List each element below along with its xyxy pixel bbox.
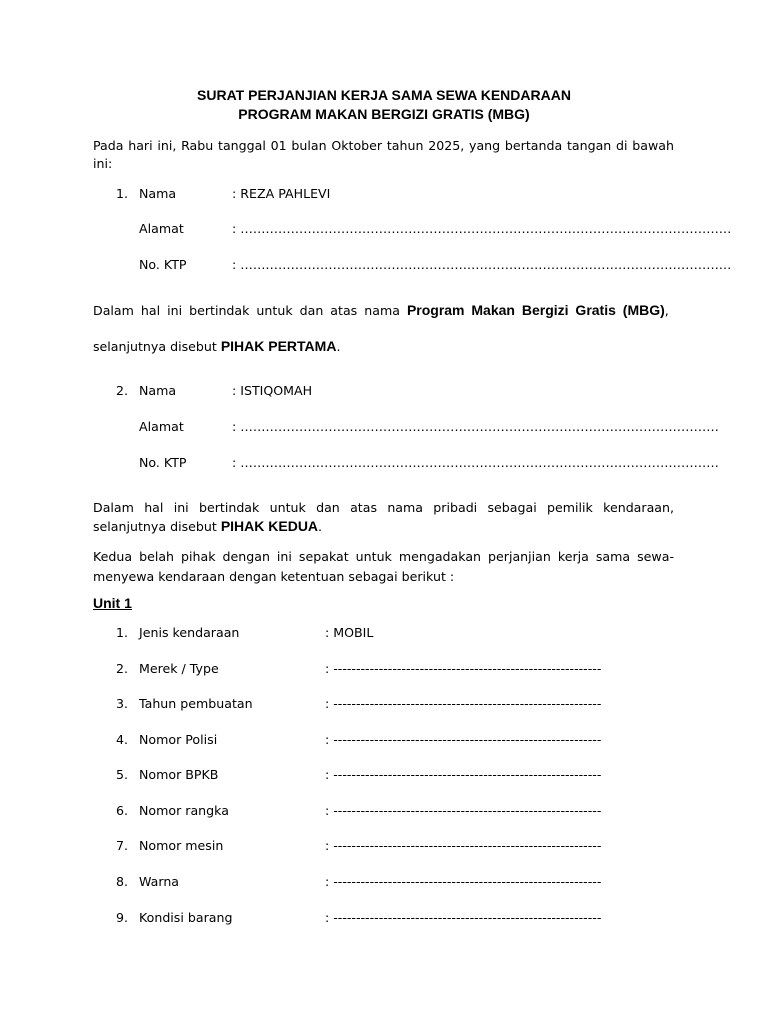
unit-item-number: 8. — [116, 874, 129, 889]
party1-designation-prefix: selanjutnya disebut — [93, 339, 221, 354]
unit-item-value: : ----------------------------------------------------------- — [325, 767, 602, 782]
unit-item-value: : ----------------------------------------------------------- — [325, 838, 602, 853]
party2-designation-suffix: . — [318, 519, 323, 534]
unit-item-value: : ----------------------------------------------------------- — [325, 732, 602, 747]
party2-name-value: : ISTIQOMAH — [232, 383, 313, 398]
party1-name-value: : REZA PAHLEVI — [232, 186, 331, 201]
party1-statement-prefix: Dalam hal ini bertindak untuk dan atas nama — [93, 303, 407, 318]
document-title-line1: SURAT PERJANJIAN KERJA SAMA SEWA KENDARAAN — [197, 87, 571, 103]
unit-item-value: : MOBIL — [325, 625, 374, 640]
unit-item-number: 2. — [116, 661, 129, 676]
party1-ktp-value: : ……………………………………………………………………………………………………… — [232, 257, 732, 272]
unit-item-label: Tahun pembuatan — [139, 696, 253, 711]
party1-name-label: Nama — [139, 186, 177, 201]
party1-ktp-label: No. KTP — [139, 257, 187, 272]
unit-item-number: 9. — [116, 910, 129, 925]
party2-number: 2. — [116, 383, 129, 398]
party2-ktp-value: : …………………………………………………………………………………………………… — [232, 455, 719, 470]
unit-item-label: Merek / Type — [139, 661, 219, 676]
party1-designation-suffix: . — [336, 339, 341, 354]
unit-item-value: : ----------------------------------------------------------- — [325, 661, 602, 676]
party2-ktp-label: No. KTP — [139, 455, 187, 470]
intro-paragraph: Pada hari ini, Rabu tanggal 01 bulan Oktober tahun 2025, yang bertanda tangan di bawah ini: — [93, 138, 674, 171]
unit-item-label: Warna — [139, 874, 180, 889]
party1-statement — [93, 301, 674, 320]
party2-address-value: : …………………………………………………………………………………………………… — [232, 419, 719, 434]
unit-item-number: 6. — [116, 803, 129, 818]
unit-item-number: 1. — [116, 625, 129, 640]
party1-organization: Program Makan Bergizi Gratis (MBG) — [406, 302, 665, 318]
party1-designation: PIHAK PERTAMA — [220, 338, 337, 354]
agreement-paragraph: Kedua belah pihak dengan ini sepakat untuk mengadakan perjanjian kerja sama sewa-menyewa kendaraan dengan ketentuan sebagai berikut : — [93, 549, 674, 584]
unit-item-number: 3. — [116, 696, 129, 711]
document-title-line2: PROGRAM MAKAN BERGIZI GRATIS (MBG) — [238, 106, 530, 122]
unit-item-number: 4. — [116, 732, 129, 747]
unit-item-number: 7. — [116, 838, 129, 853]
party1-address-label: Alamat — [139, 221, 184, 236]
party2-statement — [93, 499, 674, 536]
unit-item-label: Nomor Polisi — [139, 732, 218, 747]
unit-item-value: : ----------------------------------------------------------- — [325, 803, 602, 818]
unit-item-label: Nomor rangka — [139, 803, 229, 818]
unit-item-value: : ----------------------------------------------------------- — [325, 874, 602, 889]
unit-item-label: Nomor BPKB — [139, 767, 219, 782]
unit-item-label: Jenis kendaraan — [139, 625, 240, 640]
unit-item-label: Nomor mesin — [139, 838, 224, 853]
unit-item-number: 5. — [116, 767, 129, 782]
party1-designation-line — [93, 337, 674, 356]
party1-number: 1. — [116, 186, 129, 201]
party1-address-value: : ……………………………………………………………………………………………………… — [232, 221, 732, 236]
party2-name-label: Nama — [139, 383, 177, 398]
unit-item-value: : ----------------------------------------------------------- — [325, 696, 602, 711]
unit-item-label: Kondisi barang — [139, 910, 233, 925]
party2-designation: PIHAK KEDUA — [220, 518, 319, 534]
unit-heading: Unit 1 — [93, 595, 132, 611]
party2-address-label: Alamat — [139, 419, 184, 434]
party1-statement-suffix: , — [664, 303, 669, 318]
party2-statement-text: Dalam hal ini bertindak untuk dan atas nama pribadi sebagai pemilik kendaraan, selanjutnya disebut — [93, 500, 674, 534]
unit-item-value: : ----------------------------------------------------------- — [325, 910, 602, 925]
